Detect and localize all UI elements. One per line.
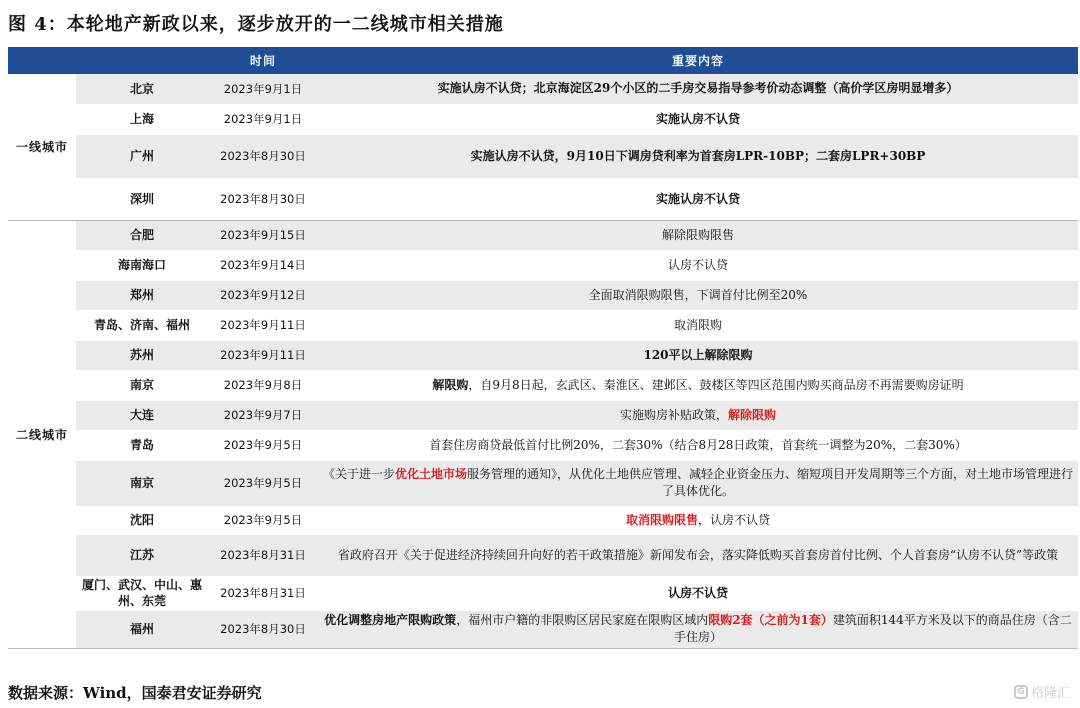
content-text: 服务管理的通知》，从优化土地供应管理、减轻企业资金压力、缩短项目开发周期等三个方面，对土地市场管理进行了具体优化。 (467, 467, 1074, 498)
table-row (8, 610, 1078, 648)
content-text: 优化土地市场 (394, 467, 467, 481)
content-text: 优化调整房地产限购政策 (324, 613, 457, 627)
content-cell (318, 400, 1078, 430)
content-cell (318, 220, 1078, 250)
content-text: 实施认房不认贷，9月10日下调房贷利率为首套房LPR-10BP；二套房LPR+30BP (470, 148, 926, 163)
table-row (8, 220, 1078, 250)
policy-table (8, 47, 1078, 649)
table-row (8, 460, 1078, 506)
content-cell (318, 178, 1078, 220)
content-cell (318, 534, 1078, 576)
watermark (1014, 682, 1070, 701)
content-text: 省政府召开《关于促进经济持续回升向好的若干政策措施》新闻发布会，落实降低购买首套房首付比例、个人首套房“认房不认贷”等政策 (337, 547, 1059, 562)
content-cell (318, 104, 1078, 134)
date-cell: 2023年8月30日 (208, 178, 318, 220)
date-cell: 2023年9月5日 (208, 460, 318, 506)
date-cell: 2023年9月14日 (220, 258, 306, 272)
content-text: 120平以上解除限购 (643, 347, 753, 362)
header-time: 时间 (208, 47, 318, 74)
city-cell: 南京 (129, 378, 154, 392)
content-cell (318, 134, 1078, 178)
table-row (8, 576, 1078, 610)
table-row (8, 370, 1078, 400)
content-cell (318, 506, 1078, 534)
date-cell: 2023年8月30日 (208, 610, 318, 648)
content-text: 取消限购限售 (625, 512, 698, 527)
date-cell: 2023年8月30日 (208, 134, 318, 178)
content-text: 全面取消限购限售，下调首付比例至20% (588, 287, 808, 302)
table-row (8, 534, 1078, 576)
table-row (8, 400, 1078, 430)
content-text: 实施认房不认贷 (655, 111, 740, 126)
content-cell (318, 460, 1078, 506)
city-cell: 海南海口 (117, 258, 166, 272)
source-note: 数据来源：Wind，国泰君安证券研究 (8, 684, 262, 702)
table-row (8, 310, 1078, 340)
content-cell (318, 576, 1078, 610)
content-text: 认房不认贷 (667, 585, 728, 600)
content-text: 解除限购限售 (661, 227, 734, 242)
date-cell: 2023年9月8日 (223, 378, 303, 392)
header-group-cell (8, 47, 76, 74)
content-cell (318, 280, 1078, 310)
content-text: ，认房不认贷 (698, 512, 771, 527)
watermark-text: 格隆汇 (1030, 686, 1070, 701)
date-cell: 2023年9月11日 (220, 318, 306, 332)
date-cell: 2023年8月31日 (208, 534, 318, 576)
city-cell: 深圳 (76, 178, 208, 220)
content-text: 解限购 (432, 377, 469, 392)
date-cell: 2023年9月15日 (208, 220, 318, 250)
content-text: 建筑面积144平方米及以下的商品住房（含二手住房） (673, 613, 1072, 644)
table-row (8, 134, 1078, 178)
content-text: 实施购房补贴政策， (619, 407, 728, 422)
content-text: 首套住房商贷最低首付比例20%，二套30%（结合8月28日政策，首套统一调整为20%，二套30%） (429, 437, 967, 452)
content-cell (318, 250, 1078, 280)
city-cell: 大连 (76, 400, 208, 430)
date-cell: 2023年9月5日 (223, 513, 303, 527)
content-text: 解除限购 (728, 407, 777, 422)
content-text: ，自9月8日起，玄武区、秦淮区、建邺区、鼓楼区等四区范围内购买商品房不再需要购房证明 (468, 377, 964, 392)
content-text: 实施认房不认贷；北京海淀区29个小区的二手房交易指导参考价动态调整（高价学区房明显增多） (437, 81, 959, 96)
table-body (8, 74, 1078, 648)
date-cell: 2023年8月31日 (220, 586, 306, 600)
content-cell (318, 74, 1078, 104)
content-cell (318, 340, 1078, 370)
content-text: 《关于进一步 (322, 467, 395, 481)
table-row (8, 250, 1078, 280)
date-cell: 2023年9月12日 (208, 280, 318, 310)
city-cell: 青岛、济南、福州 (93, 318, 190, 332)
table-row (8, 74, 1078, 104)
date-cell: 2023年9月5日 (223, 438, 303, 452)
gelonghui-logo-icon: G (1014, 685, 1028, 699)
content-cell (318, 430, 1078, 460)
figure-title: 图 4：本轮地产新政以来，逐步放开的一二线城市相关措施 (8, 14, 504, 35)
header-city-cell (76, 47, 208, 74)
content-cell (318, 370, 1078, 400)
city-tier-label: 一线城市 (8, 74, 76, 220)
table-row (8, 178, 1078, 220)
city-cell: 苏州 (76, 340, 208, 370)
city-cell: 合肥 (76, 220, 208, 250)
city-tier-label: 二线城市 (8, 220, 76, 648)
city-cell: 厦门、武汉、中山、惠州、东莞 (81, 578, 202, 608)
date-cell: 2023年9月11日 (208, 340, 318, 370)
content-cell (318, 310, 1078, 340)
city-cell: 上海 (129, 112, 154, 126)
content-text: 实施认房不认贷 (655, 191, 740, 206)
date-cell: 2023年9月7日 (208, 400, 318, 430)
table-row (8, 280, 1078, 310)
city-cell: 郑州 (76, 280, 208, 310)
content-text: 认房不认贷 (667, 257, 728, 272)
content-text: ，福州市户籍的非限购区居民家庭在限购区域内 (456, 613, 709, 627)
date-cell: 2023年9月1日 (208, 74, 318, 104)
table-row (8, 104, 1078, 134)
city-cell: 江苏 (76, 534, 208, 576)
header-content: 重要内容 (318, 47, 1078, 74)
city-cell: 北京 (76, 74, 208, 104)
city-cell: 青岛 (129, 438, 154, 452)
table-row (8, 340, 1078, 370)
date-cell: 2023年9月1日 (223, 112, 303, 126)
content-cell (318, 610, 1078, 648)
table-header-row (8, 47, 1078, 74)
city-cell: 福州 (76, 610, 208, 648)
city-cell: 广州 (76, 134, 208, 178)
table-row (8, 506, 1078, 534)
content-text: 取消限购 (673, 317, 722, 332)
city-cell: 南京 (76, 460, 208, 506)
city-cell: 沈阳 (129, 513, 154, 527)
table-row (8, 430, 1078, 460)
content-text: 限购2套（之前为1套） (708, 613, 833, 627)
